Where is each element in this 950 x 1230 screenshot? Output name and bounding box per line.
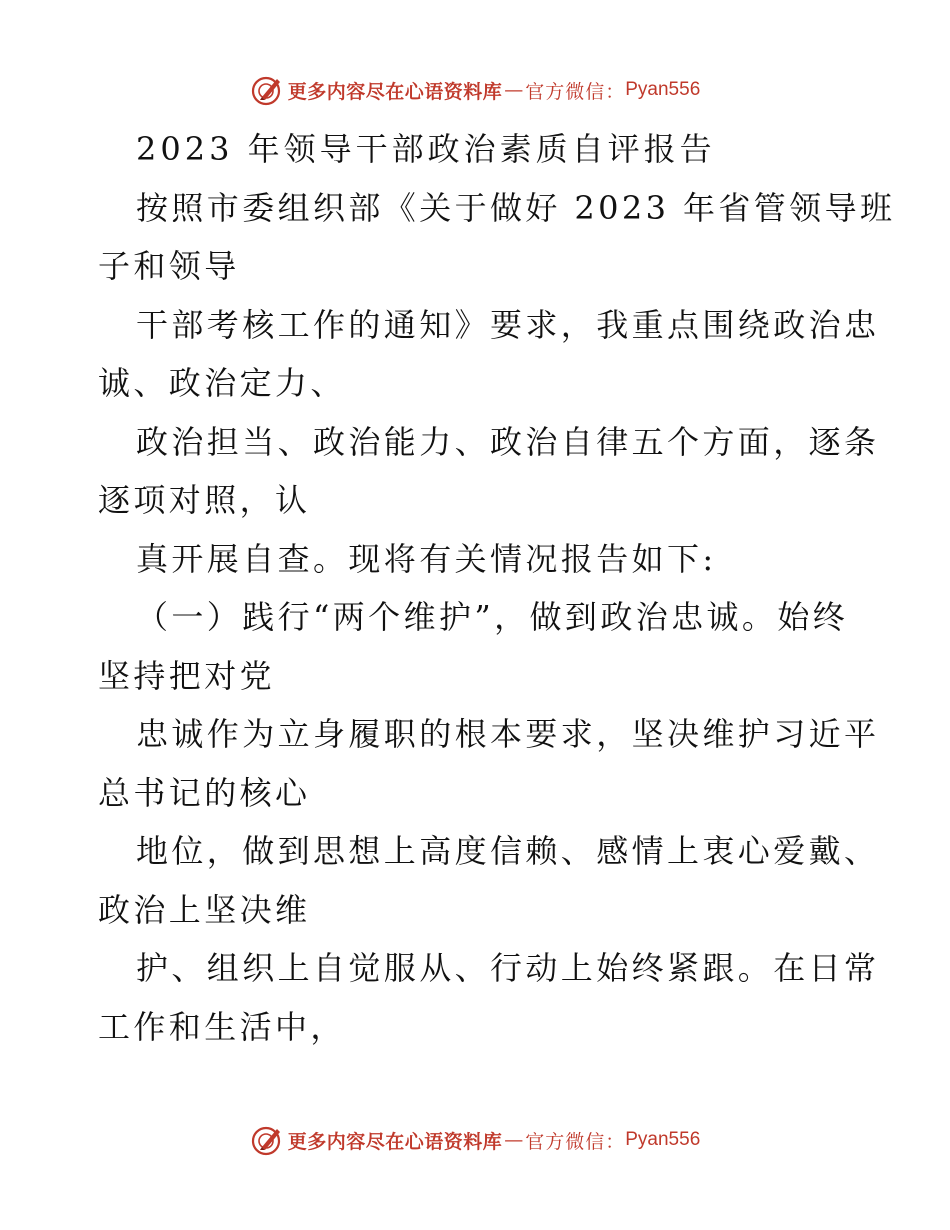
footer-wechat-id: Pyan556 [625,1129,701,1150]
footer-wechat-label: 官方微信： [525,1130,626,1153]
body-line: 按照市委组织部《关于做好 2023 年省管领导班 [136,188,896,227]
body-line: 真开展自查。现将有关情况报告如下: [136,539,717,578]
body-line: 诚、政治定力、 [98,364,346,402]
body-line: 总书记的核心 [98,773,311,812]
header-wechat-label: 官方微信： [525,80,626,103]
document-body [98,120,896,1056]
document-title: 2023 年领导干部政治素质自评报告 [136,130,716,168]
pen-logo-icon [250,1123,284,1157]
body-line: 干部考核工作的通知》要求，我重点围绕政治忠 [136,305,880,344]
body-line: 工作和生活中， [98,1007,346,1046]
body-line: 护、组织上自觉服从、行动上始终紧跟。在日常 [136,949,880,987]
body-line: 子和领导 [98,247,240,285]
footer-separator: — [504,1129,524,1151]
section-heading-line: （一）践行“两个维护”，做到政治忠诚。始终 [136,598,849,636]
body-line: 忠诚作为立身履职的根本要求，坚决维护习近平 [136,715,880,753]
footer-promo-text: 更多内容尽在心语资料库 [287,1130,503,1153]
pen-logo-icon [250,73,284,107]
header-wechat-id: Pyan556 [625,79,701,100]
body-line: 地位，做到思想上高度信赖、感情上衷心爱戴、 [136,832,880,870]
body-line: 政治上坚决维 [98,890,311,929]
body-line: 逐项对照，认 [98,481,311,519]
body-line: 坚持把对党 [98,656,276,695]
header-separator: — [504,79,524,101]
body-line: 政治担当、政治能力、政治自律五个方面，逐条 [136,422,880,461]
header-watermark-banner [0,70,950,110]
footer-watermark-banner [0,1120,950,1160]
header-promo-text: 更多内容尽在心语资料库 [287,80,503,103]
